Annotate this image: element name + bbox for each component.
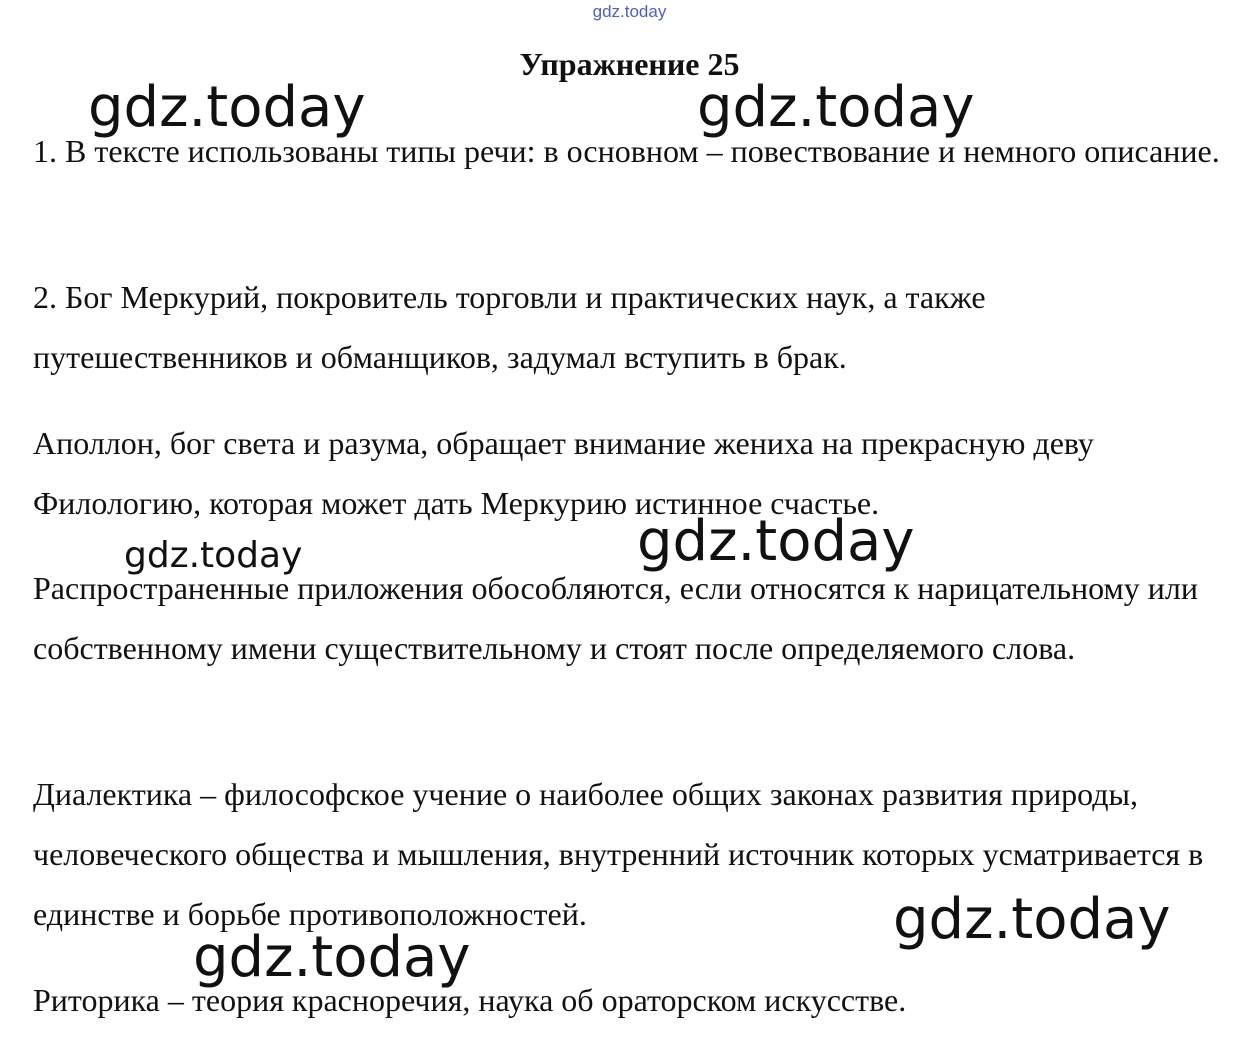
paragraph-apollo: Аполлон, бог света и разума, обращает внимание жениха на прекрасную деву Филологию, которая может дать Меркурию истинное счастье.: [33, 425, 1094, 521]
watermark-3: gdz.today: [124, 535, 303, 576]
watermark-2: gdz.today: [697, 75, 975, 140]
paragraph-speech-types: 1. В тексте использованы типы речи: в основном – повествование и немного описание.: [33, 133, 1220, 169]
paragraph-appositions-rule: Распространенные приложения обособляются, если относятся к нарицательному или собственному имени существительному и стоят после определяемого слова.: [33, 570, 1198, 666]
watermark-6: gdz.today: [193, 925, 471, 990]
watermark-5: gdz.today: [893, 887, 1171, 952]
exercise-title: Упражнение 25: [519, 46, 740, 82]
watermark-4: gdz.today: [637, 509, 915, 574]
watermark-1: gdz.today: [88, 75, 366, 140]
paragraph-rhetoric: Риторика – теория красноречия, наука об ораторском искусстве.: [33, 982, 907, 1018]
top-watermark: gdz.today: [592, 2, 667, 21]
paragraph-mercury: 2. Бог Меркурий, покровитель торговли и практических наук, а также путешественников и обманщиков, задумал вступить в брак.: [33, 279, 986, 375]
paragraph-dialectics: Диалектика – философское учение о наиболее общих законах развития природы, человеческого общества и мышления, внутренний источник которых усматривается в единстве и борьбе противоположностей.: [33, 776, 1204, 932]
